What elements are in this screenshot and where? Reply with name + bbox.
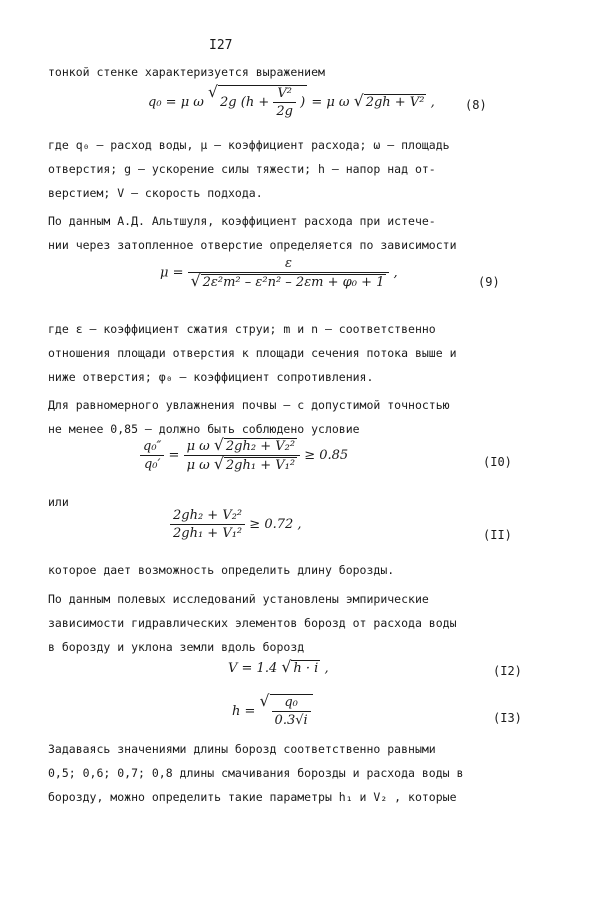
equation-8-number: (8) [465, 98, 487, 112]
equation-11-number: (II) [483, 528, 512, 542]
text-line-5: По данным А.Д. Альтшуля, коэффициент расхода при истече- [48, 214, 436, 228]
text-line-7: где ε – коэффициент сжатия струи; m и n – соответственно [48, 322, 436, 336]
equation-9-number: (9) [478, 275, 500, 289]
text-line-2: где q₀ – расход воды, μ – коэффициент расхода; ω – площадь [48, 138, 450, 152]
text-line-12: или [48, 495, 69, 509]
text-line-1: тонкой стенке характеризуется выражением [48, 65, 325, 79]
text-line-16: в борозду и уклона земли вдоль борозд [48, 640, 305, 654]
equation-10-number: (I0) [483, 455, 512, 469]
text-line-6: нии через затопленное отверстие определяется по зависимости [48, 238, 457, 252]
equation-8: q₀ = μ ω √ 2g (h + $\frac{\text{V²}}{2g}$ ) = μ ω √ 2gh + V² , [148, 85, 435, 119]
text-line-10: Для равномерного увлажнения почвы – с допустимой точностью [48, 398, 450, 412]
text-line-13: которое дает возможность определить длину борозды. [48, 563, 395, 577]
text-line-14: По данным полевых исследований установлены эмпирические [48, 592, 429, 606]
page-number: I27 [209, 38, 233, 53]
text-line-11: не менее 0,85 – должно быть соблюдено условие [48, 422, 360, 436]
equation-12-number: (I2) [493, 664, 522, 678]
text-line-9: ниже отверстия; φ₀ – коэффициент сопротивления. [48, 370, 374, 384]
text-line-17: Задаваясь значениями длины борозд соответственно равными [48, 742, 436, 756]
text-line-4: верстием; V – скорость подхода. [48, 186, 263, 200]
equation-9: μ = ε √ 2ε²m² – ε²n² – 2εm + φ₀ + 1 , [160, 256, 398, 290]
text-line-3: отверстия; g – ускорение силы тяжести; h – напор над от- [48, 162, 436, 176]
text-line-19: борозду, можно определить такие параметры h₁ и V₂ , которые [48, 790, 457, 804]
text-line-15: зависимости гидравлических элементов борозд от расхода воды [48, 616, 457, 630]
equation-13-number: (I3) [493, 711, 522, 725]
equation-11: $\frac{\text{2gh₂ + V₂²}}{\text{2gh₁ + V₁²}}$ ≥ 0.72 , [170, 508, 302, 541]
text-line-18: 0,5; 0,6; 0,7; 0,8 длины смачивания борозды и расхода воды в [48, 766, 464, 780]
equation-12: V = 1.4 √ h · i , [228, 660, 329, 676]
text-line-8: отношения площади отверстия к площади сечения потока выше и [48, 346, 457, 360]
equation-13: h = √ $\frac{\text{q₀}}{0.3√i}$ [232, 694, 313, 728]
equation-10: $\frac{\text{q₀″}}{\text{q₀′}}$ = $\frac{\text{μ ω √ 2gh₂ + V₂²}}{\text{μ ω √ 2gh₁ + V₁²}}$ ≥ 0.85 [140, 438, 348, 473]
